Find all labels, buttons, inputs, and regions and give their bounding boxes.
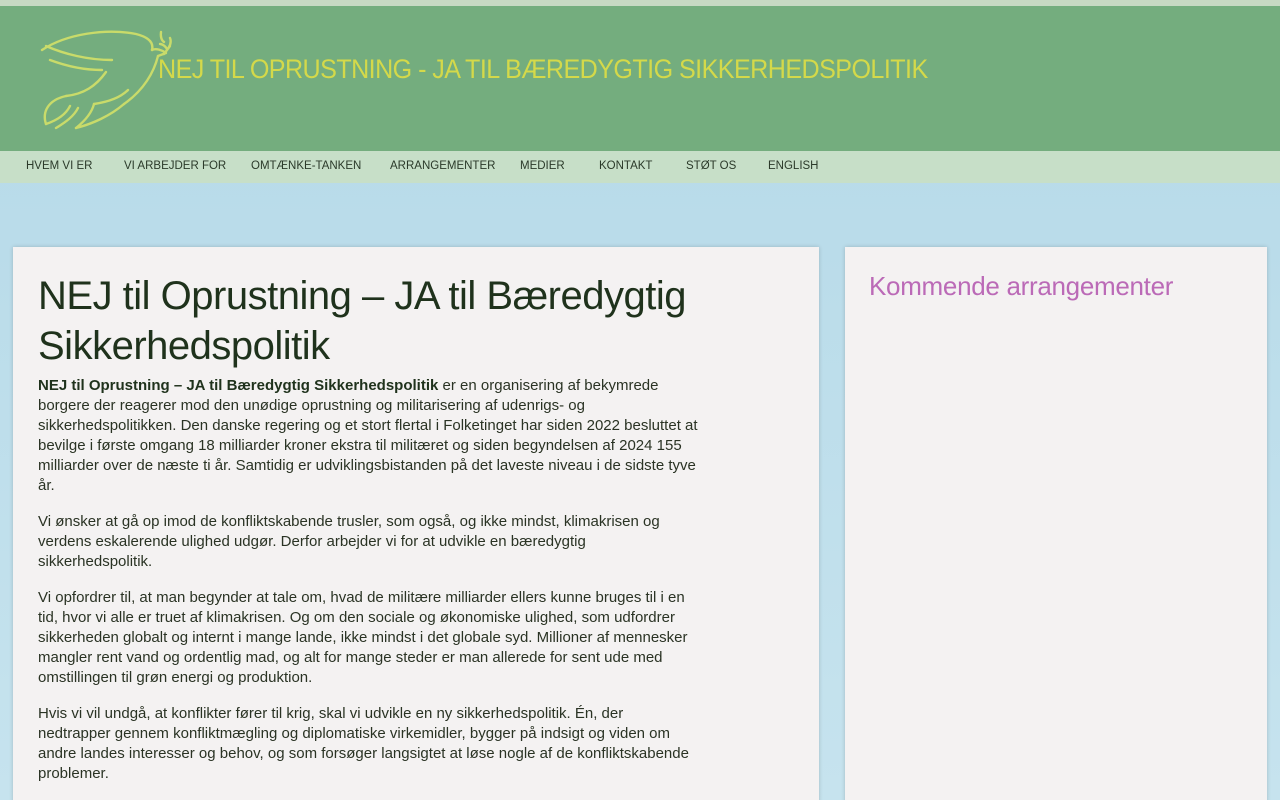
nav-item-medier[interactable]: MEDIER bbox=[520, 160, 565, 172]
nav-item-english[interactable]: ENGLISH bbox=[768, 160, 819, 172]
nav-item-hvem-vi-er[interactable]: HVEM VI ER bbox=[26, 160, 93, 172]
article-body bbox=[38, 376, 698, 800]
main-navigation bbox=[0, 151, 1280, 183]
body-paragraph: Vi ønsker at gå op imod de konfliktskabende trusler, som også, og ikke mindst, klimakrisen og verdens eskalerende ulighed udgør. Derfor arbejder vi for at udvikle en bæredygtig sikkerhedspolitik. bbox=[38, 513, 660, 570]
nav-item-stoet-os[interactable]: STØT OS bbox=[686, 160, 737, 172]
main-content-card bbox=[13, 247, 819, 800]
nav-item-vi-arbejder-for[interactable]: VI ARBEJDER FOR bbox=[124, 160, 227, 172]
sidebar-title: Kommende arrangementer bbox=[869, 271, 1174, 301]
body-paragraph: Hvis vi vil undgå, at konflikter fører til krig, skal vi udvikle en ny sikkerhedspolitik. Én, der nedtrapper gennem konfliktmægling og diplomatiske virkemidler, bygger på indsigt og viden om andre landes interesser og behov, og som forsøger langsigtet at løse nogle af de konfliktskabende problemer. bbox=[38, 705, 689, 782]
site-header bbox=[0, 6, 1280, 151]
intro-text: er en organisering af bekymrede borgere der reagerer mod den unødige oprustning og militarisering af udenrigs- og sikkerhedspolitikken. Den danske regering og et stort flertal i Folketinget har siden 2022 besluttet at bevilge i første omgang 18 milliarder kroner ekstra til militæret og siden begyndelsen af 2024 155 milliarder over de næste ti år. Samtidig er udviklingsbistanden på det laveste niveau i de sidste tyve år. bbox=[38, 377, 698, 494]
site-title[interactable]: NEJ TIL OPRUSTNING - JA TIL BÆREDYGTIG SIKKERHEDSPOLITIK bbox=[158, 54, 928, 84]
sidebar-card bbox=[845, 247, 1267, 800]
nav-item-kontakt[interactable]: KONTAKT bbox=[599, 160, 653, 172]
nav-item-arrangementer[interactable]: ARRANGEMENTER bbox=[390, 160, 496, 172]
nav-item-omtaenke-tanken[interactable]: OMTÆNKE-TANKEN bbox=[251, 160, 362, 172]
dove-icon[interactable] bbox=[36, 20, 172, 132]
page-title: NEJ til Oprustning – JA til Bæredygtig Sikkerhedspolitik bbox=[38, 274, 686, 368]
body-paragraph: Vi opfordrer til, at man begynder at tale om, hvad de militære milliarder ellers kunne bruges til i en tid, hvor vi alle er truet af klimakrisen. Og om den sociale og økonomiske ulighed, som udfordrer sikkerheden globalt og internt i mange lande, ikke mindst i det globale syd. Millioner af mennesker mangler rent vand og ordentlig mad, og alt for mange steder er man allerede for sent ude med omstillingen til grøn energi og produktion. bbox=[38, 589, 688, 686]
intro-paragraph bbox=[38, 376, 698, 496]
intro-bold-text: NEJ til Oprustning – JA til Bæredygtig Sikkerhedspolitik bbox=[38, 377, 439, 394]
